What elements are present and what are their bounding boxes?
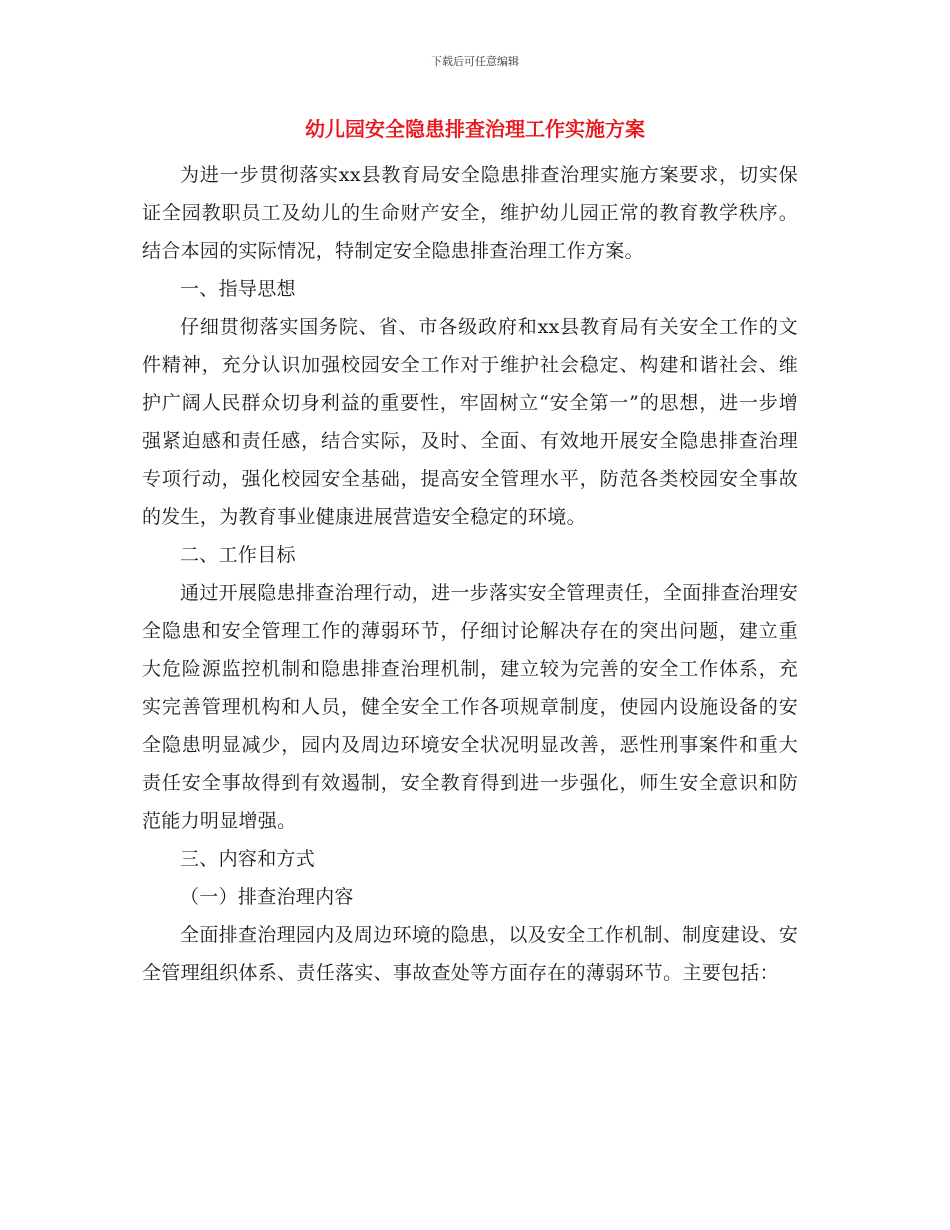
paragraph-inspection-content: 全面排查治理园内及周边环境的隐患，以及安全工作机制、制度建设、安全管理组织体系、责任落实、事故查处等方面存在的薄弱环节。主要包括：: [142, 924, 798, 984]
heading-content-and-methods: 三、内容和方式: [180, 848, 316, 870]
heading-guiding-ideology: 一、指导思想: [180, 278, 296, 300]
paragraph-work-goals: 通过开展隐患排查治理行动，进一步落实安全管理责任，全面排查治理安全隐患和安全管理工作的薄弱环节，仔细讨论解决存在的突出问题，建立重大危险源监控机制和隐患排查治理机制，建立较为完善的安全工作体系，充实完善管理机构和人员，健全安全工作各项规章制度，使园内设施设备的安全隐患明显减少，园内及周边环境安全状况明显改善，恶性刑事案件和重大责任安全事故得到有效遏制，安全教育得到进一步强化，师生安全意识和防范能力明显增强。: [142, 582, 798, 832]
heading-work-goals: 二、工作目标: [180, 544, 296, 566]
paragraph-guiding-ideology: 仔细贯彻落实国务院、省、市各级政府和xx县教育局有关安全工作的文件精神，充分认识加强校园安全工作对于维护社会稳定、构建和谐社会、维护广阔人民群众切身利益的重要性，牢固树立“安全第一”的思想，进一步增强紧迫感和责任感，结合实际，及时、全面、有效地开展安全隐患排查治理专项行动，强化校园安全基础，提高安全管理水平，防范各类校园安全事故的发生，为教育事业健康进展营造安全稳定的环境。: [142, 316, 798, 528]
paragraph-intro: 为进一步贯彻落实xx县教育局安全隐患排查治理实施方案要求，切实保证全园教职员工及幼儿的生命财产安全，维护幼儿园正常的教育教学秩序。结合本园的实际情况，特制定安全隐患排查治理工作方案。: [142, 164, 798, 262]
subheading-inspection-content: （一）排查治理内容: [180, 886, 354, 908]
document-title: 幼儿园安全隐患排查治理工作实施方案: [305, 117, 645, 141]
document-body: [142, 156, 798, 992]
page-header-note: 下载后可任意编辑: [431, 55, 519, 68]
